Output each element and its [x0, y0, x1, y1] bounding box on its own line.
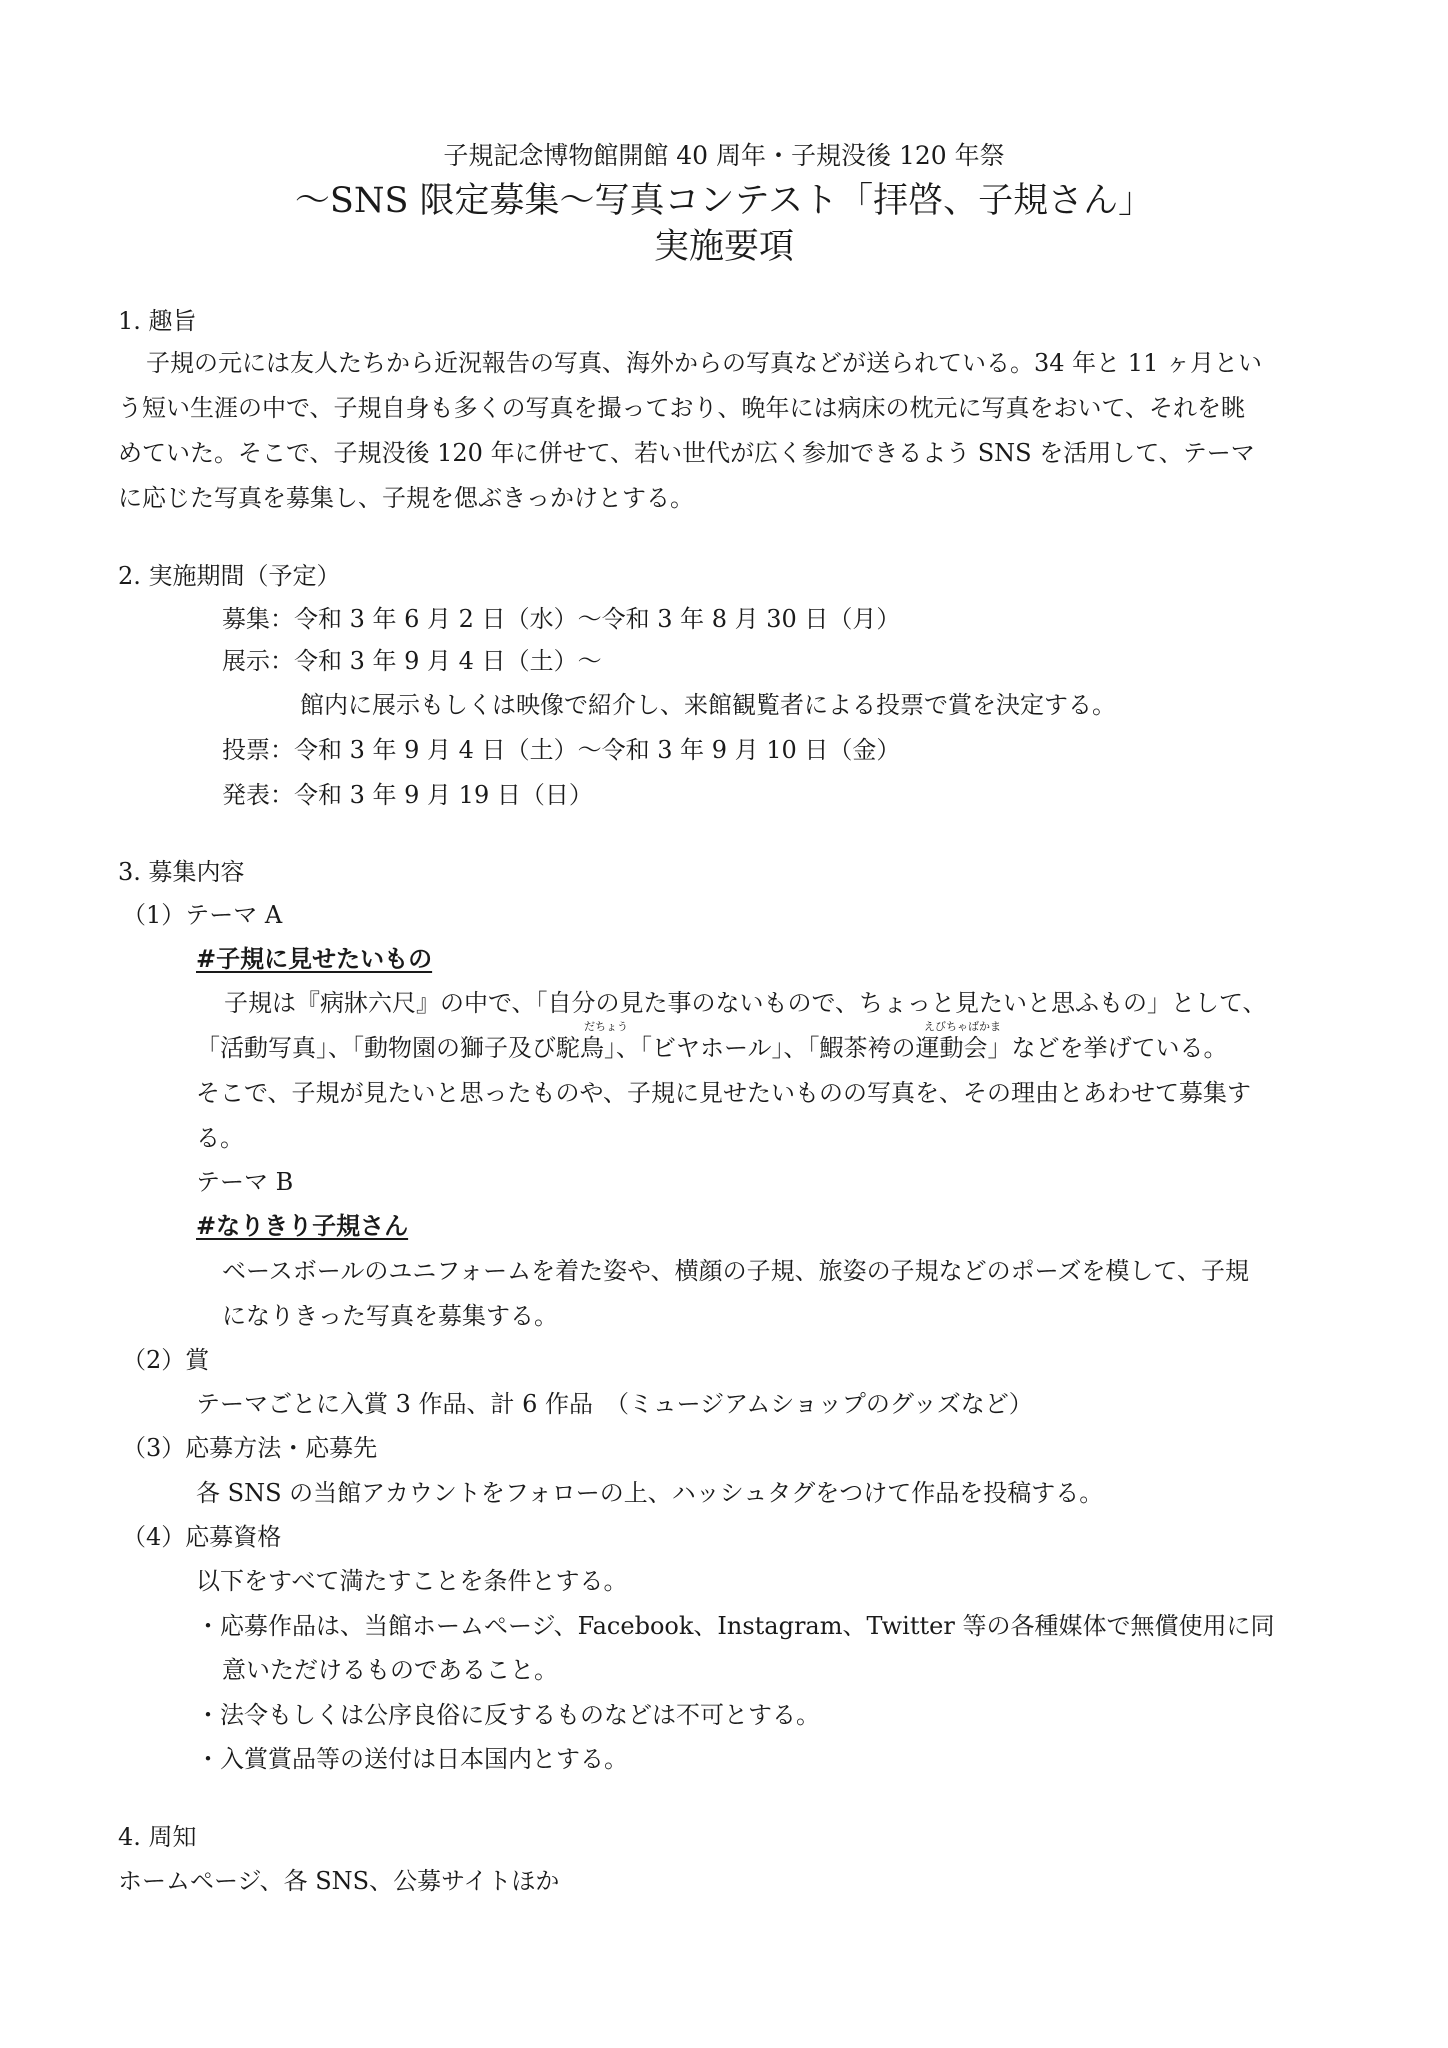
section-1-line: う短い生涯の中で、子規自身も多くの写真を撮っており、晩年には病床の枕元に写真をおいて、それを眺 [118, 394, 1246, 422]
theme-b-hashtag: #なりきり子規さん [196, 1211, 409, 1240]
period-tenji-note: 館内に展示もしくは映像で紹介し、来館観覧者による投票で賞を決定する。 [300, 691, 1116, 719]
prize-text: テーマごとに入賞 3 作品、計 6 作品 （ミュージアムショップのグッズなど） [196, 1390, 1033, 1418]
theme-b-line: ベースボールのユニフォームを着た姿や、横顔の子規、旅姿の子規などのポーズを模して、子規 [222, 1257, 1249, 1285]
theme-a-hashtag: #子規に見せたいもの [196, 944, 433, 973]
period-tohyo: 投票：令和 3 年 9 月 4 日（土）～令和 3 年 9 月 10 日（金） [222, 736, 901, 764]
eligibility-item: ・法令もしくは公序良俗に反するものなどは不可とする。 [196, 1701, 820, 1729]
section-3-heading: 3. 募集内容 [118, 858, 245, 886]
period-tenji: 展示：令和 3 年 9 月 4 日（土）～ [222, 647, 602, 675]
eligibility-item: ・入賞賞品等の送付は日本国内とする。 [196, 1745, 628, 1773]
theme-b-line: になりきった写真を募集する。 [222, 1302, 558, 1330]
apply-label: （3）応募方法・応募先 [122, 1434, 378, 1462]
section-4-heading: 4. 周知 [118, 1823, 197, 1851]
section-1-line: 子規の元には友人たちから近況報告の写真、海外からの写真などが送られている。34 年と 11 ヶ月とい [146, 349, 1262, 377]
period-boshu: 募集：令和 3 年 6 月 2 日（水）～令和 3 年 8 月 30 日（月） [222, 605, 901, 633]
section-1-line: めていた。そこで、子規没後 120 年に併せて、若い世代が広く参加できるよう SNS を活用して、テーマ [118, 439, 1255, 467]
apply-text: 各 SNS の当館アカウントをフォローの上、ハッシュタグをつけて作品を投稿する。 [196, 1479, 1104, 1507]
document-subtitle: 子規記念博物館開館 40 周年・子規没後 120 年祭 [443, 141, 1005, 170]
section-4-text: ホームページ、各 SNS、公募サイトほか [118, 1867, 560, 1895]
theme-a-line: 「活動写真」、「動物園の獅子及び駝鳥」、「ビヤホール」、「鰕茶袴の運動会」などを挙げている。 [196, 1034, 1228, 1062]
ruby-dacho: だちょう [584, 1020, 628, 1033]
section-1-line: に応じた写真を募集し、子規を偲ぶきっかけとする。 [118, 484, 694, 512]
ruby-ebichabakama: えびちゃばかま [924, 1020, 1001, 1033]
eligibility-item: 意いただけるものであること。 [222, 1656, 558, 1684]
document-title-sub: 実施要項 [653, 227, 794, 267]
theme-a-label: （1）テーマ A [122, 901, 283, 929]
theme-b-label: テーマ B [196, 1168, 294, 1196]
section-2-heading: 2. 実施期間（予定） [118, 562, 341, 590]
theme-a-line: そこで、子規が見たいと思ったものや、子規に見せたいものの写真を、その理由とあわせて募集す [196, 1079, 1252, 1107]
eligibility-label: （4）応募資格 [122, 1523, 282, 1551]
section-1-heading: 1. 趣旨 [118, 307, 197, 335]
document-title: ～SNS 限定募集～写真コンテスト「拝啓、子規さん」 [294, 181, 1154, 221]
period-happyo: 発表：令和 3 年 9 月 19 日（日） [222, 781, 593, 809]
theme-a-line: る。 [196, 1124, 244, 1152]
eligibility-item: ・応募作品は、当館ホームページ、Facebook、Instagram、Twitter 等の各種媒体で無償使用に同 [196, 1612, 1275, 1640]
eligibility-intro: 以下をすべて満たすことを条件とする。 [196, 1567, 628, 1595]
theme-a-line: 子規は『病牀六尺』の中で、「自分の見た事のないもので、ちょっと見たいと思ふもの」として、 [224, 989, 1267, 1017]
prize-label: （2）賞 [122, 1346, 210, 1374]
